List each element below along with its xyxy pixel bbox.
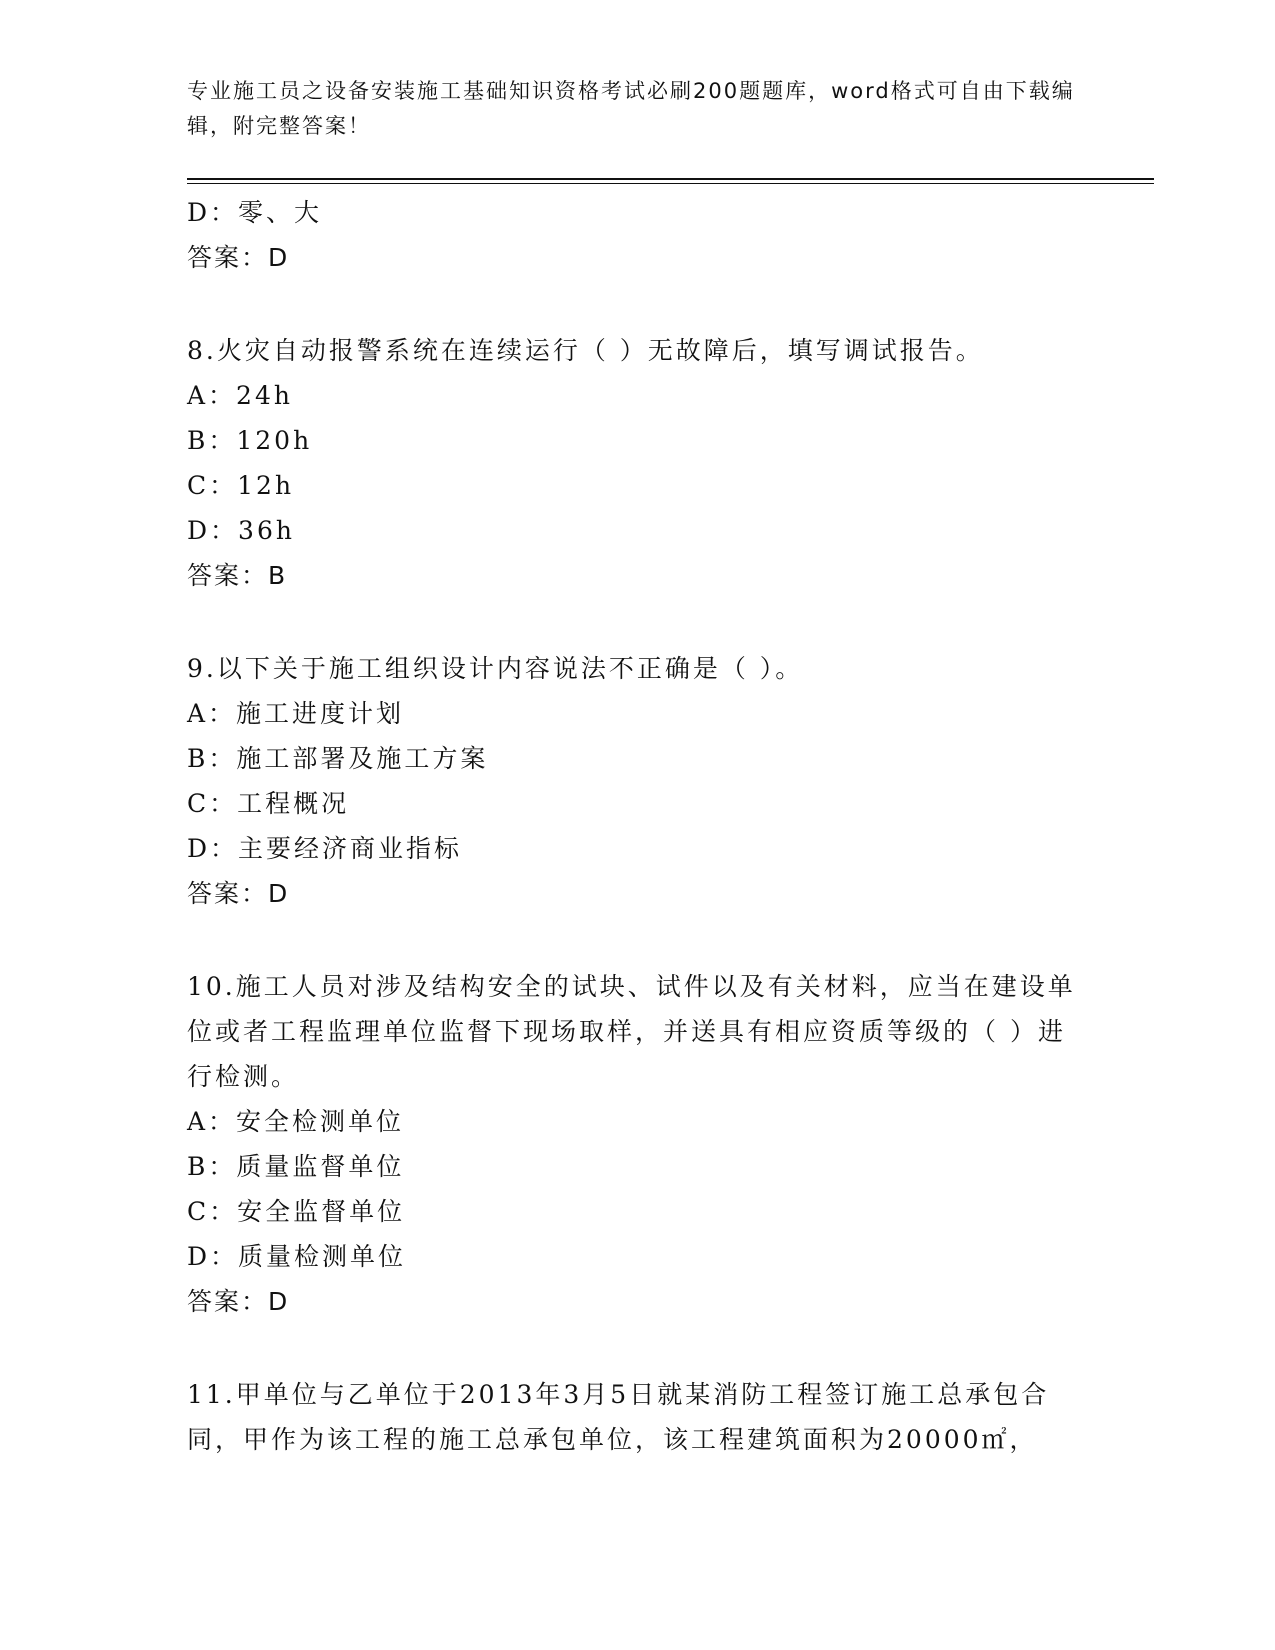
question-8 <box>187 328 1077 598</box>
question-9 <box>187 646 1077 916</box>
option-b: B：120h <box>187 426 313 455</box>
option-b: B：施工部署及施工方案 <box>187 744 489 773</box>
question-7-continuation <box>187 190 1077 280</box>
option-a: A：施工进度计划 <box>187 699 405 728</box>
option-d: D：零、大 <box>187 198 323 227</box>
option-a: A：安全检测单位 <box>187 1107 405 1136</box>
question-stem: 11.甲单位与乙单位于2013年3月5日就某消防工程签订施工总承包合同，甲作为该工程的施工总承包单位，该工程建筑面积为20000㎡， <box>187 1380 1050 1454</box>
answer-line: 答案：D <box>187 1287 290 1316</box>
option-d: D：质量检测单位 <box>187 1242 407 1271</box>
option-a: A：24h <box>187 381 293 410</box>
option-d: D：主要经济商业指标 <box>187 834 463 863</box>
document-header: 专业施工员之设备安装施工基础知识资格考试必刷200题题库，word格式可自由下载编辑，附完整答案！ <box>187 79 1075 138</box>
option-c: C：工程概况 <box>187 789 350 818</box>
question-10 <box>187 964 1077 1324</box>
question-stem: 9.以下关于施工组织设计内容说法不正确是（ ）。 <box>187 654 804 683</box>
question-stem: 8.火灾自动报警系统在连续运行（ ）无故障后，填写调试报告。 <box>187 336 984 365</box>
header-divider-thick <box>187 178 1154 180</box>
answer-line: 答案：D <box>187 243 290 272</box>
option-c: C：12h <box>187 471 295 500</box>
question-stem: 10.施工人员对涉及结构安全的试块、试件以及有关材料，应当在建设单位或者工程监理单位监督下现场取样，并送具有相应资质等级的（ ）进行检测。 <box>187 972 1076 1091</box>
question-list <box>187 190 1077 1462</box>
question-11 <box>187 1372 1077 1462</box>
header-divider-thin <box>187 183 1154 184</box>
answer-line: 答案：D <box>187 879 290 908</box>
option-b: B：质量监督单位 <box>187 1152 405 1181</box>
option-d: D：36h <box>187 516 295 545</box>
option-c: C：安全监督单位 <box>187 1197 406 1226</box>
answer-line: 答案：B <box>187 561 288 590</box>
